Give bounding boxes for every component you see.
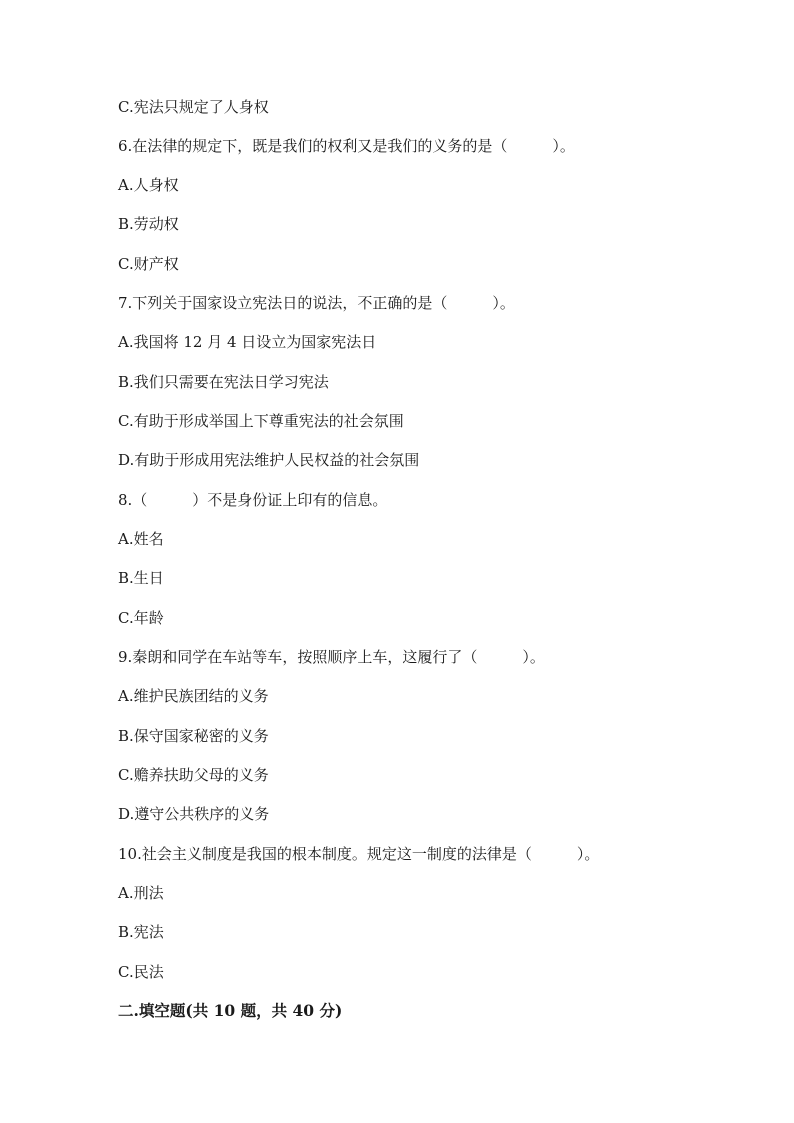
option-7b: B.我们只需要在宪法日学习宪法	[118, 373, 329, 391]
option-9a: A.维护民族团结的义务	[118, 687, 269, 705]
option-9c: C.赡养扶助父母的义务	[118, 766, 269, 784]
option-9b: B.保守国家秘密的义务	[118, 727, 269, 745]
option-7a: A.我国将 12 月 4 日设立为国家宪法日	[118, 333, 377, 351]
option-10b: B.宪法	[118, 923, 164, 941]
option-8a: A.姓名	[118, 530, 164, 548]
option-6b: B.劳动权	[118, 215, 179, 233]
option-6c: C.财产权	[118, 255, 179, 273]
option-8b: B.生日	[118, 569, 164, 587]
option-8c: C.年龄	[118, 609, 164, 627]
question-6: 6.在法律的规定下，既是我们的权利又是我们的义务的是（ ）。	[118, 137, 575, 155]
option-7d: D.有助于形成用宪法维护人民权益的社会氛围	[118, 451, 420, 469]
question-7: 7.下列关于国家设立宪法日的说法，不正确的是（ ）。	[118, 294, 515, 312]
question-10: 10.社会主义制度是我国的根本制度。规定这一制度的法律是（ ）。	[118, 845, 600, 863]
section-heading-fill-in: 二.填空题(共 10 题，共 40 分)	[118, 1001, 343, 1020]
option-9d: D.遵守公共秩序的义务	[118, 805, 270, 823]
option-7c: C.有助于形成举国上下尊重宪法的社会氛围	[118, 412, 404, 430]
question-9: 9.秦朗和同学在车站等车，按照顺序上车，这履行了（ ）。	[118, 648, 545, 666]
option-5c: C.宪法只规定了人身权	[118, 98, 269, 116]
option-10a: A.刑法	[118, 884, 164, 902]
option-6a: A.人身权	[118, 176, 179, 194]
option-10c: C.民法	[118, 963, 164, 981]
question-8: 8.（ ）不是身份证上印有的信息。	[118, 491, 388, 509]
